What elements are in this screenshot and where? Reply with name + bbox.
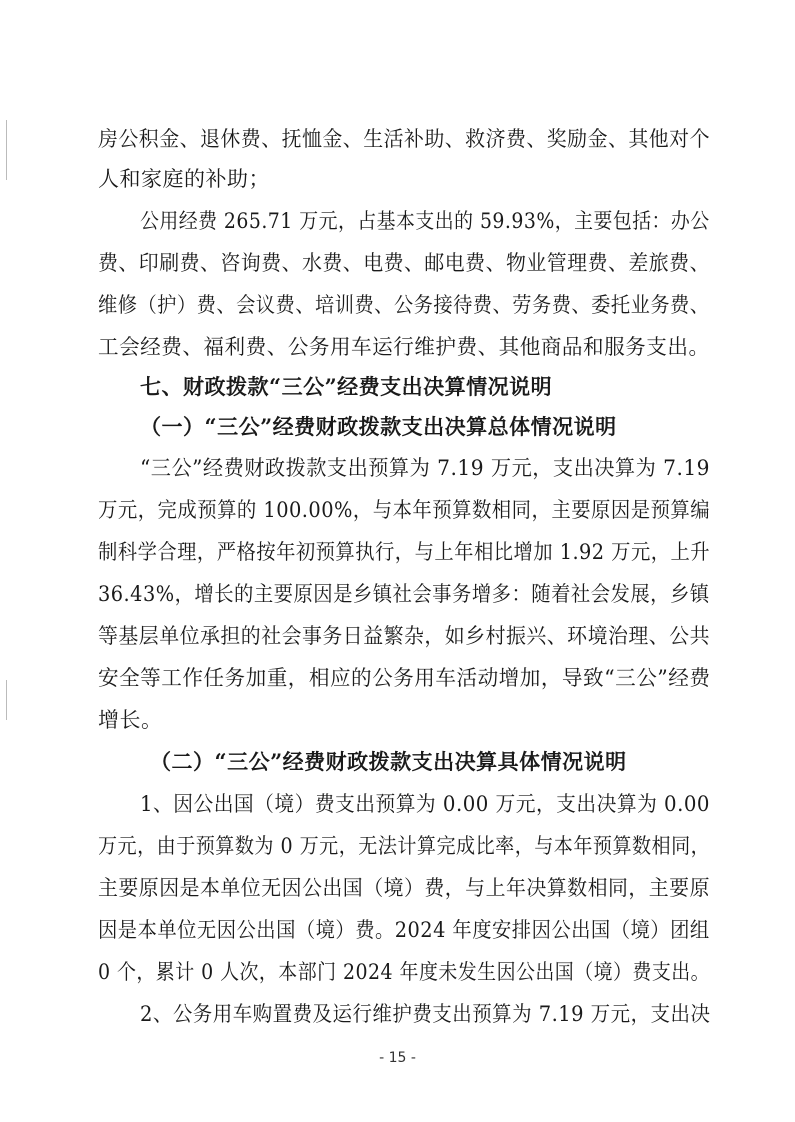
body-text-line: 万元，由于预算数为 0 万元，无法计算完成比率，与本年预算数相同， (98, 834, 711, 858)
body-text-line: 工会经费、福利费、公务用车运行维护费、其他商品和服务支出。 (98, 335, 710, 359)
body-text-line: 维修（护）费、会议费、培训费、公务接待费、劳务费、委托业务费、 (98, 293, 710, 317)
body-text-line: 增长。 (98, 708, 163, 732)
body-text-line: 主要原因是本单位无因公出国（境）费，与上年决算数相同，主要原 (98, 876, 710, 900)
body-text-line: “三公”经费财政拨款支出预算为 7.19 万元，支出决算为 7.19 (140, 456, 711, 480)
body-text-line: 因是本单位无因公出国（境）费。2024 年度安排因公出国（境）团组 (98, 918, 710, 942)
body-text-line: 人和家庭的补助； (98, 167, 270, 191)
section-heading: 七、财政拨款“三公”经费支出决算情况说明 (140, 374, 553, 399)
body-text-line: 1、因公出国（境）费支出预算为 0.00 万元，支出决算为 0.00 (140, 792, 710, 816)
body-text-line: 制科学合理，严格按年初预算执行，与上年相比增加 1.92 万元，上升 (98, 540, 711, 564)
body-text-line: 安全等工作任务加重，相应的公务用车活动增加，导致“三公”经费 (98, 666, 711, 690)
body-text-line: 36.43%，增长的主要原因是乡镇社会事务增多：随着社会发展，乡镇 (98, 582, 710, 606)
body-text-line: 0 个，累计 0 人次，本部门 2024 年度未发生因公出国（境）费支出。 (98, 960, 711, 984)
subsection-heading: （一）“三公”经费财政拨款支出决算总体情况说明 (140, 414, 617, 439)
left-margin-mark (6, 680, 7, 720)
body-text-line: 2、公务用车购置费及运行维护费支出预算为 7.19 万元，支出决 (140, 1002, 711, 1026)
body-text-line: 万元，完成预算的 100.00%，与本年预算数相同，主要原因是预算编 (98, 498, 711, 522)
body-text-line: 等基层单位承担的社会事务日益繁杂，如乡村振兴、环境治理、公共 (98, 624, 710, 648)
body-text-line: 房公积金、退休费、抚恤金、生活补助、救济费、奖励金、其他对个 (98, 127, 710, 151)
subsection-heading: （二）“三公”经费财政拨款支出决算具体情况说明 (150, 749, 627, 774)
page-number: - 15 - (379, 1050, 416, 1066)
body-text-line: 费、印刷费、咨询费、水费、电费、邮电费、物业管理费、差旅费、 (98, 251, 710, 275)
body-text-line: 公用经费 265.71 万元，占基本支出的 59.93%，主要包括：办公 (140, 209, 710, 233)
left-margin-mark (6, 120, 7, 180)
